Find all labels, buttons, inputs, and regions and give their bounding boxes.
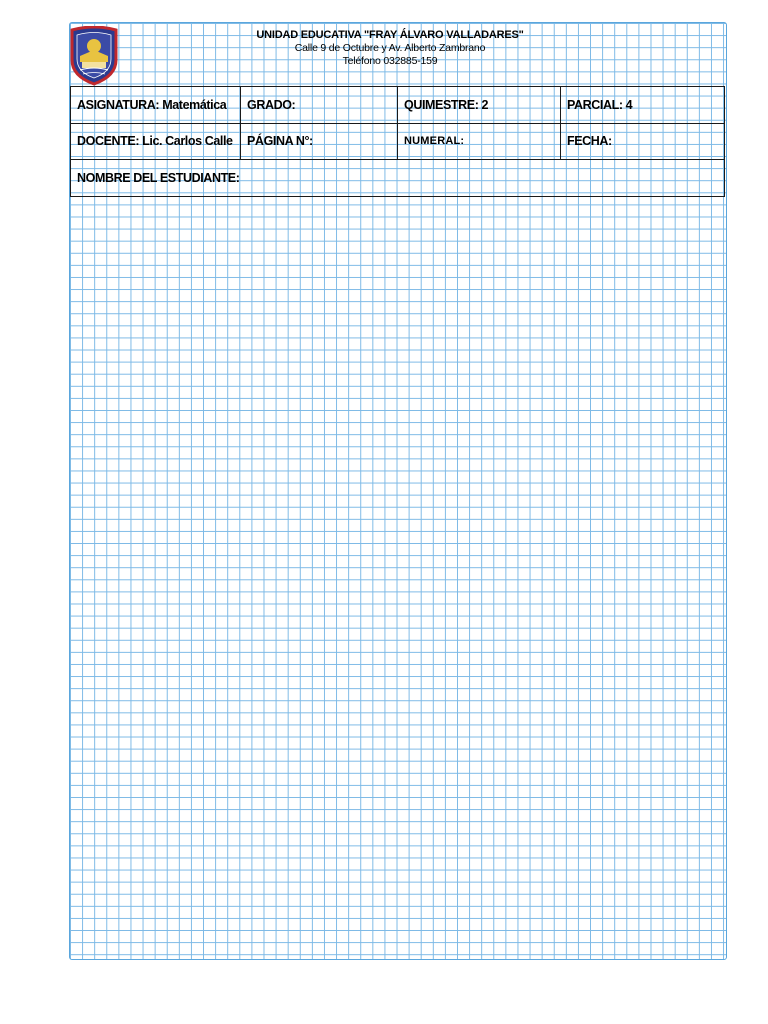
school-crest-icon — [68, 26, 120, 86]
student-info-table — [70, 86, 725, 197]
info-row-3 — [71, 160, 725, 197]
school-name: UNIDAD EDUCATIVA "FRAY ÁLVARO VALLADARES" — [256, 29, 524, 41]
term-cell: QUIMESTRE: 2 — [398, 87, 561, 124]
grade-cell[interactable]: GRADO: — [241, 87, 398, 124]
page-number-cell[interactable]: PÁGINA N°: — [241, 123, 398, 160]
subject-cell: ASIGNATURA: Matemática — [71, 87, 241, 124]
school-header — [150, 26, 630, 84]
info-row-2 — [71, 123, 725, 160]
school-phone: Teléfono 032885-159 — [342, 55, 438, 67]
info-row-1 — [71, 87, 725, 124]
school-address: Calle 9 de Octubre y Av. Alberto Zambrano — [294, 42, 486, 54]
student-name-cell[interactable]: NOMBRE DEL ESTUDIANTE: — [71, 160, 725, 197]
teacher-cell: DOCENTE: Lic. Carlos Calle — [71, 123, 241, 160]
numeral-cell[interactable]: NUMERAL: — [398, 123, 561, 160]
date-cell[interactable]: FECHA: — [561, 123, 725, 160]
partial-cell: PARCIAL: 4 — [561, 87, 725, 124]
